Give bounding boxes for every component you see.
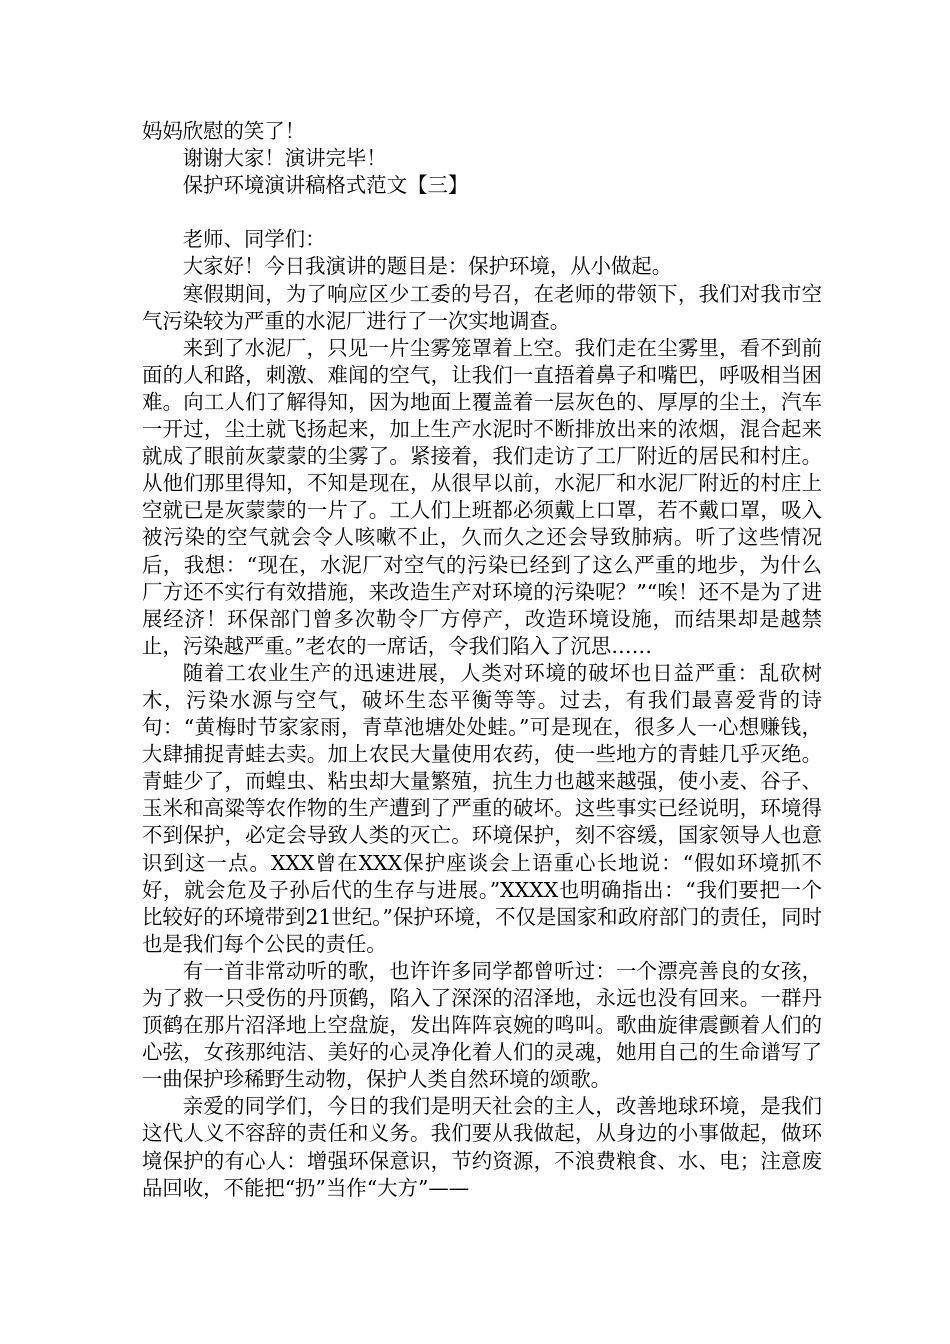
paragraph-thanks: 谢谢大家！演讲完毕！	[182, 146, 387, 171]
paragraph-closing-line: 妈妈欣慰的笑了！	[142, 119, 306, 143]
paragraph-industrial-development: 随着工农业生产的迅速进展，人类对环境的破坏也日益严重：乱砍树木，污染水源与空气，破坏生态平衡等等。过去，有我们最喜爱背的诗句：“黄梅时节家家雨，青草池塘处处蛙。”可是现在，很多人一心想赚钱，大肆捕捉青蛙去卖。加上农民大量使用农药，使一些地方的青蛙几乎灭绝。青蛙少了，而蝗虫、粘虫却大量繁殖，抗生力也越来越强，使小麦、谷子、玉米和高粱等农作物的生产遭到了严重的破坏。这些事实已经说明，环境得不到保护，必定会导致人类的灭亡。环境保护，刻不容缓，国家领导人也意识到这一点。XXX曾在XXX保护座谈会上语重心长地说：“假如环境抓不好，就会危及子孙后代的生存与进展。”XXXX也明确指出：“我们要把一个比较好的环境带到21世纪。”保护环境，不仅是国家和政府部门的责任，同时也是我们每个公民的责任。	[142, 660, 822, 956]
blank-line	[142, 199, 822, 226]
paragraph-cement-factory: 来到了水泥厂，只见一片尘雾笼罩着上空。我们走在尘雾里，看不到前面的人和路，刺激、难闻的空气，让我们一直捂着鼻子和嘴巴，呼吸相当困难。向工人们了解得知，因为地面上覆盖着一层灰色的、厚厚的尘土，汽车一开过，尘土就飞扬起来，加上生产水泥时不断排放出来的浓烟，混合起来就成了眼前灰蒙蒙的尘雾了。紧接着，我们走访了工厂附近的居民和村庄。从他们那里得知，不知是现在，从很早以前，水泥厂和水泥厂附近的村庄上空就已是灰蒙蒙的一片了。工人们上班都必须戴上口罩，若不戴口罩，吸入被污染的空气就会令人咳嗽不止，久而久之还会导致肺病。听了这些情况后，我想：“现在，水泥厂对空气的污染已经到了这么严重的地步，为什么厂方还不实行有效措施，来改造生产对环境的污染呢？”“唉！还不是为了进展经济！环保部门曾多次勒令厂方停产，改造环境设施，而结果却是越禁止，污染越严重。”老农的一席话，令我们陷入了沉思……	[142, 335, 822, 658]
salutation: 老师、同学们：	[182, 227, 326, 252]
document-page	[142, 118, 822, 1202]
paragraph-song: 有一首非常动听的歌，也许许多同学都曾听过：一个漂亮善良的女孩，为了救一只受伤的丹顶鹤，陷入了深深的沼泽地，永远也没有回来。一群丹顶鹤在那片沼泽地上空盘旋，发出阵阵哀婉的鸣叫。歌曲旋律震颤着人们的心弦，女孩那纯洁、美好的心灵净化着人们的灵魂，她用自己的生命谱写了一曲保护珍稀野生动物，保护人类自然环境的颂歌。	[142, 958, 822, 1092]
section-heading: 保护环境演讲稿格式范文【三】	[182, 173, 469, 198]
paragraph-winter-break: 寒假期间，为了响应区少工委的号召，在老师的带领下，我们对我市空气污染较为严重的水泥厂进行了一次实地调查。	[142, 281, 822, 333]
paragraph-call-to-action: 亲爱的同学们，今日的我们是明天社会的主人，改善地球环境，是我们这代人义不容辞的责任和义务。我们要从我做起，从身边的小事做起，做环境保护的有心人：增强环保意识，节约资源，不浪费粮食、水、电；注意废品回收，不能把“扔”当作“大方”——	[142, 1094, 822, 1200]
paragraph-greeting: 大家好！今日我演讲的题目是：保护环境，从小做起。	[182, 254, 673, 279]
